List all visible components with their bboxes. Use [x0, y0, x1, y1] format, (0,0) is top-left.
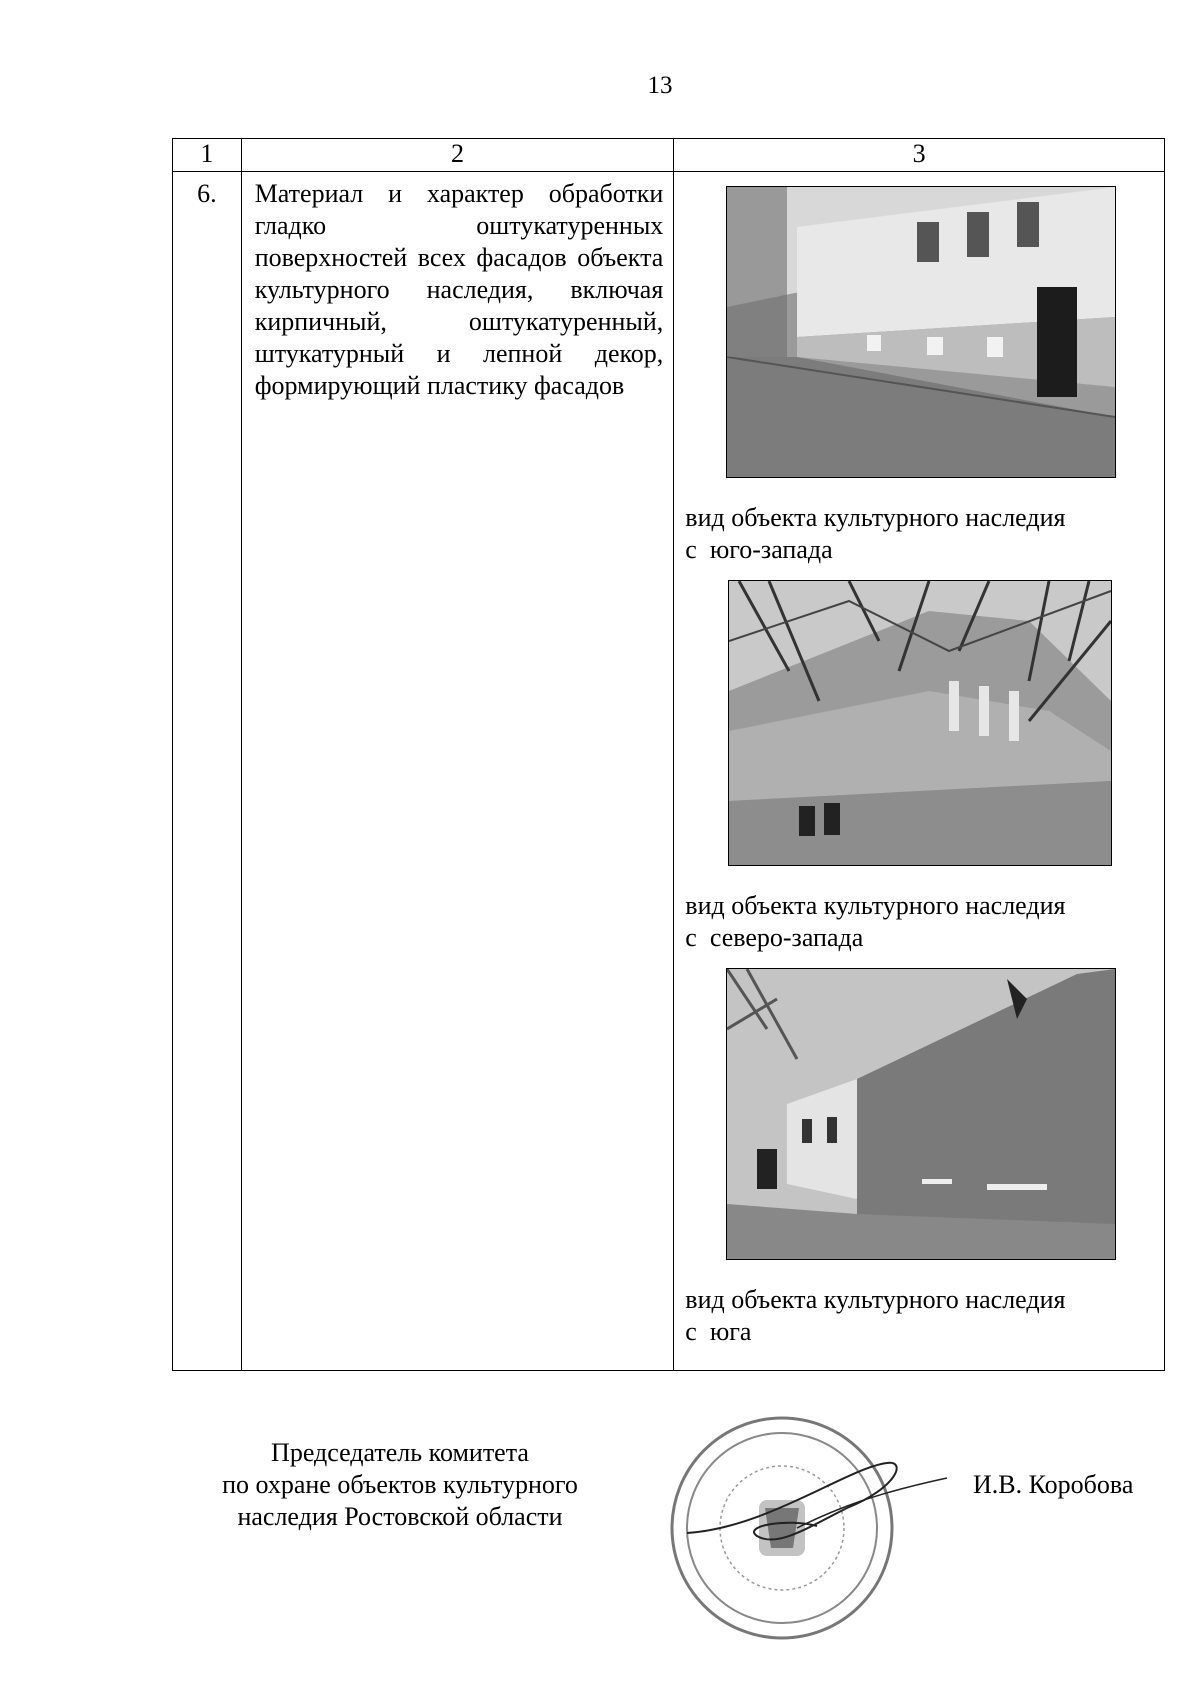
row-description: Материал и характер обработки гладко оштукатуренных поверхностей всех фасадов объекта культурного наследия, включая кирпичный, оштукатуренный, штукатурный и лепной декор, формирующий пластику фасадов — [254, 179, 664, 400]
caption-text: вид объекта культурного наследия — [685, 503, 1066, 532]
position-line: по охране объектов культурного — [222, 1470, 578, 1499]
table-header-row — [173, 139, 1165, 172]
page-number: 13 — [647, 72, 673, 99]
caption-direction: с северо-запада — [685, 923, 864, 952]
photo-caption-2 — [674, 866, 1164, 954]
caption-direction: с юго-запада — [685, 535, 833, 564]
caption-text: вид объекта культурного наследия — [685, 891, 1066, 920]
header-col-1: 1 — [173, 139, 242, 172]
header-col-2: 2 — [241, 139, 674, 172]
objects-table — [172, 138, 1165, 1371]
table-row — [173, 172, 1165, 1371]
row-number: 6. — [173, 172, 242, 1371]
caption-text: вид объекта культурного наследия — [685, 1285, 1066, 1314]
row-description-cell — [241, 172, 674, 1371]
row-photos-cell — [674, 172, 1165, 1371]
photo-south — [726, 968, 1116, 1260]
position-line: Председатель комитета — [271, 1438, 529, 1467]
signatory-name: И.В. Коробова — [973, 1470, 1134, 1499]
caption-line — [685, 502, 1154, 534]
caption-line — [685, 890, 1154, 922]
photo-caption-3 — [674, 1260, 1164, 1348]
position-line: наследия Ростовской области — [237, 1502, 563, 1531]
caption-line — [685, 1284, 1154, 1316]
photo-caption-1 — [674, 478, 1164, 566]
photo-southwest — [726, 186, 1116, 478]
signatory-position — [170, 1437, 630, 1533]
header-col-3: 3 — [674, 139, 1165, 172]
photo-northwest — [728, 580, 1112, 866]
caption-direction: с юга — [685, 1317, 752, 1346]
official-stamp — [647, 1408, 967, 1663]
